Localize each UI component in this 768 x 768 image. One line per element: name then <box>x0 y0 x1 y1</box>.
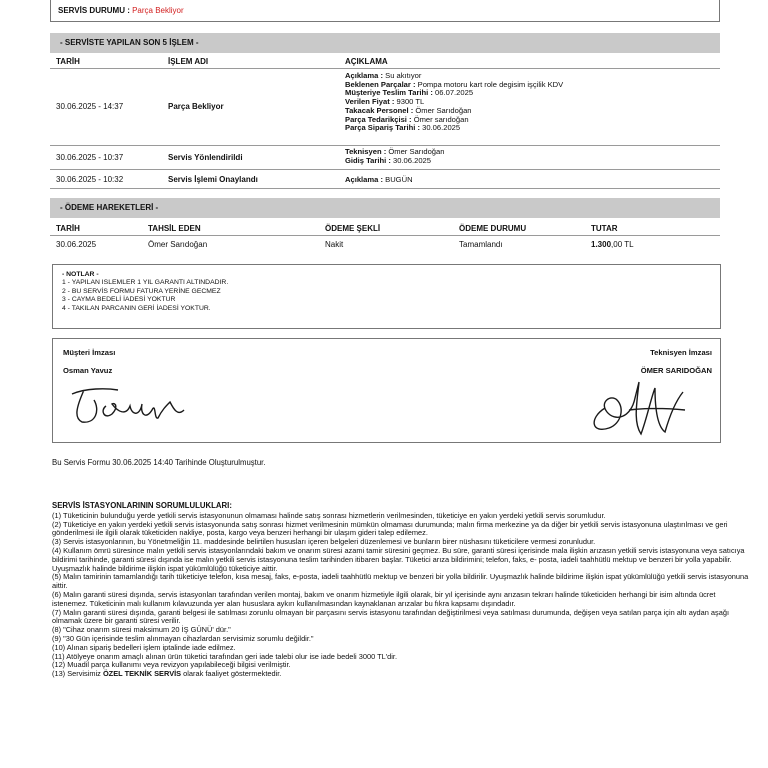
last-item-suffix: olarak faaliyet göstermektedir. <box>183 669 282 679</box>
pay-header-status: ÖDEME DURUMU <box>459 224 527 233</box>
detail-value: Ömer Sarıdoğan <box>388 147 445 156</box>
detail-value: Su akıtıyor <box>385 71 422 80</box>
pay-method: Nakit <box>325 240 344 249</box>
last-item-bold: ÖZEL TEKNİK SERVİS <box>102 669 182 679</box>
detail-key: Parça Tedarikçisi : <box>345 114 412 124</box>
op-details <box>345 175 413 184</box>
divider <box>50 235 720 236</box>
divider <box>50 188 720 189</box>
status-value: Parça Bekliyor <box>132 6 184 15</box>
col-header-description: AÇIKLAMA <box>345 57 388 66</box>
detail-value: Ömer sarıdoğan <box>413 114 469 124</box>
detail-line <box>345 147 444 156</box>
responsibilities-title: SERVİS İSTASYONLARININ SORUMLULUKLARI: <box>52 501 232 510</box>
last-ops-header-bar <box>50 33 720 53</box>
detail-value: Ömer Sarıdoğan <box>415 105 472 115</box>
detail-key: Verilen Fiyat : <box>345 97 395 107</box>
detail-key: Açıklama : <box>345 175 383 184</box>
note-item: 4 - TAKILAN PARCANIN GERİ İADESİ YOKTUR. <box>62 304 211 312</box>
responsibility-item: (9) "30 Gün içerisinde teslim alınmayan cihazlardan servisimiz sorumlu değildir." <box>52 633 314 643</box>
responsibility-item: (10) Alınan sipariş bedelleri işlem iptalinde iade edilmez. <box>52 642 236 652</box>
technician-name: ÖMER SARIDOĞAN <box>640 366 712 375</box>
responsibilities <box>52 502 752 679</box>
technician-signature <box>585 378 715 438</box>
note-item: 1 - YAPILAN ISLEMLER 1 YIL GARANTI ALTINDADIR. <box>62 279 229 287</box>
detail-key: Takacak Personel : <box>345 105 414 115</box>
detail-line <box>345 124 563 133</box>
notes-title: - NOTLAR - <box>62 271 99 278</box>
payments-title: - ÖDEME HAREKETLERİ - <box>60 203 159 212</box>
responsibility-item: (6) Malın garanti süresi dışında, servis istasyonları tarafından verilen montaj, bakım ve onarım hizmetiyle ilgili olarak, bir yıl içerisinde aynı arızasın tekrarı halinde tüketiciden herhangi bir isim altında ücret istenemez. Tüketicinin malı kullanım kılavuzunda yer alan hususlara aykırı kullanılmasından kaynaklanan arızalar bu fıkra kapsamı dışındadır. <box>52 589 716 608</box>
last-ops-title: - SERVİSTE YAPILAN SON 5 İŞLEM - <box>60 38 199 47</box>
detail-key: Beklenen Parçalar : <box>345 79 416 89</box>
divider <box>50 68 720 69</box>
pay-amount-rest: ,00 TL <box>611 240 634 249</box>
responsibility-item: (4) Kullanım ömrü süresince malın yetkili servis istasyonlarındaki bakım ve onarım süresi azami tamir süresini geçmez. Bu süre, garanti süresi içerisinde mala ilişkin arızasın yetkili servis istasyonuna veya satıcıya bildirimi tarihinde, garanti süresi dışında ise malın yetkili servis istasyonuna teslim tarihinden itibaren başlar. Tüketici arıza bildirimini; telefon, faks, e- posta, iadeli taahhütlü mektup ve benzeri bir yolla yapabilir. Uyuşmazlık halinde bildirime ilişkin ispat yükümlülüğü tüketiciye aittir. <box>52 545 745 573</box>
responsibility-item: (8) "Cihaz onarım süresi maksimum 20 İŞ GÜNÜ' dür." <box>52 625 231 635</box>
col-header-operation: İŞLEM ADI <box>168 57 209 66</box>
op-name: Parça Bekliyor <box>168 102 224 111</box>
created-note: Bu Servis Formu 30.06.2025 14:40 Tarihinde Oluşturulmuştur. <box>52 458 266 467</box>
divider <box>50 145 720 146</box>
responsibility-item: (1) Tüketicinin bulunduğu yerde yetkili servis istasyonunun olmaması halinde satış sonrası hizmetlerin verilmesinden, tüketiciye en yakın yerdeki yetkili servis sorumludur. <box>52 510 606 520</box>
service-status <box>58 6 184 15</box>
responsibility-item <box>52 670 752 679</box>
customer-signature <box>66 380 196 430</box>
pay-header-amount: TUTAR <box>591 224 618 233</box>
customer-signature-label: Müşteri İmzası <box>63 348 116 357</box>
pay-date: 30.06.2025 <box>56 240 97 249</box>
op-details <box>345 147 444 165</box>
op-name: Servis Yönlendirildi <box>168 153 243 162</box>
detail-key: Gidiş Tarihi : <box>345 156 391 165</box>
op-date: 30.06.2025 - 10:32 <box>56 175 124 184</box>
technician-signature-label: Teknisyen İmzası <box>650 348 712 357</box>
pay-status: Tamamlandı <box>459 240 503 249</box>
responsibility-item: (7) Malın garanti süresi dışında, garanti belgesi ile satılması zorunlu olmayan bir parçasını servis istasyonu tarafından değiştirilmesi veya satılması durumunda, değişen veya satılan parça için altı aydan aşağı olmamak üzere bir garanti süresi verilir. <box>52 607 729 626</box>
detail-value: 30.06.2025 <box>392 156 431 165</box>
detail-value: 9300 TL <box>396 97 425 107</box>
payments-header-bar <box>50 198 720 218</box>
detail-key: Açıklama : <box>345 71 383 80</box>
detail-line <box>345 156 444 165</box>
pay-amount-main: 1.300 <box>591 240 612 249</box>
detail-value: BUGÜN <box>385 175 413 184</box>
responsibility-item: (2) Tüketiciye en yakın yerdeki yetkili servis istasyonunda satış sonrası hizmet verilmesinin mümkün olmaması durumunda; malın firma merkezine ya da diğer bir yetkili servis istasyonuna ulaştırılması ve geri gönderilmesi ile ilgili olarak tüketiciden nakliye, posta, kargo veya benzeri herhangi bir ulaşım gideri talep edilemez. <box>52 519 728 538</box>
op-details <box>345 72 563 133</box>
notes <box>62 271 228 313</box>
detail-value: 06.07.2025 <box>435 88 474 98</box>
last-item-prefix: (13) Servisimiz <box>52 669 101 679</box>
detail-key: Parça Sipariş Tarihi : <box>345 123 420 133</box>
op-date: 30.06.2025 - 14:37 <box>56 102 124 111</box>
status-label: SERVİS DURUMU : <box>58 6 130 15</box>
pay-header-collector: TAHSİL EDEN <box>148 224 201 233</box>
customer-name: Osman Yavuz <box>63 366 113 375</box>
responsibility-item: (11) Atölyeye onarım amaçlı alınan ürün tüketici tarafından geri iade talebi olur ise iade bedeli 3000 TL'dir. <box>52 651 398 661</box>
detail-value: Pompa motoru kart role degisim işçilik KDV <box>417 79 564 89</box>
detail-value: 30.06.2025 <box>422 123 461 133</box>
note-item: 3 - CAYMA BEDELİ İADESİ YOKTUR <box>62 296 176 304</box>
responsibility-item: (3) Servis istasyonlarının, bu Yönetmeliğin 11. maddesinde belirtilen hususları içeren belgeleri düzenlemesi ve bunların birer nüshasını tüketicilere vermesi zorunludur. <box>52 537 596 547</box>
divider <box>50 169 720 170</box>
responsibility-item: (12) Muadil parça kullanımı veya revizyon yapılabileceği bilgisi verilmiştir. <box>52 660 291 670</box>
pay-collector: Ömer Sarıdoğan <box>148 240 208 249</box>
detail-key: Müşteriye Teslim Tarihi : <box>345 88 433 98</box>
op-name: Servis İşlemi Onaylandı <box>168 175 258 184</box>
detail-key: Teknisyen : <box>345 147 387 156</box>
col-header-date: TARİH <box>56 57 80 66</box>
note-item: 2 - BU SERVİS FORMU FATURA YERİNE GECMEZ <box>62 287 221 295</box>
responsibility-item: (5) Malın tamirinin tamamlandığı tarih tüketiciye telefon, kısa mesaj, faks, e-posta, iadeli taahhütlü mektup ve benzeri bir yolla bildirilir. Uyuşmazlık halinde bildirime ilişkin ispat yükümlülüğü yetkili servis istasyonuna aittir. <box>52 572 749 591</box>
pay-header-method: ÖDEME ŞEKLİ <box>325 224 381 233</box>
pay-header-date: TARİH <box>56 224 80 233</box>
op-date: 30.06.2025 - 10:37 <box>56 153 124 162</box>
pay-amount <box>591 240 634 249</box>
